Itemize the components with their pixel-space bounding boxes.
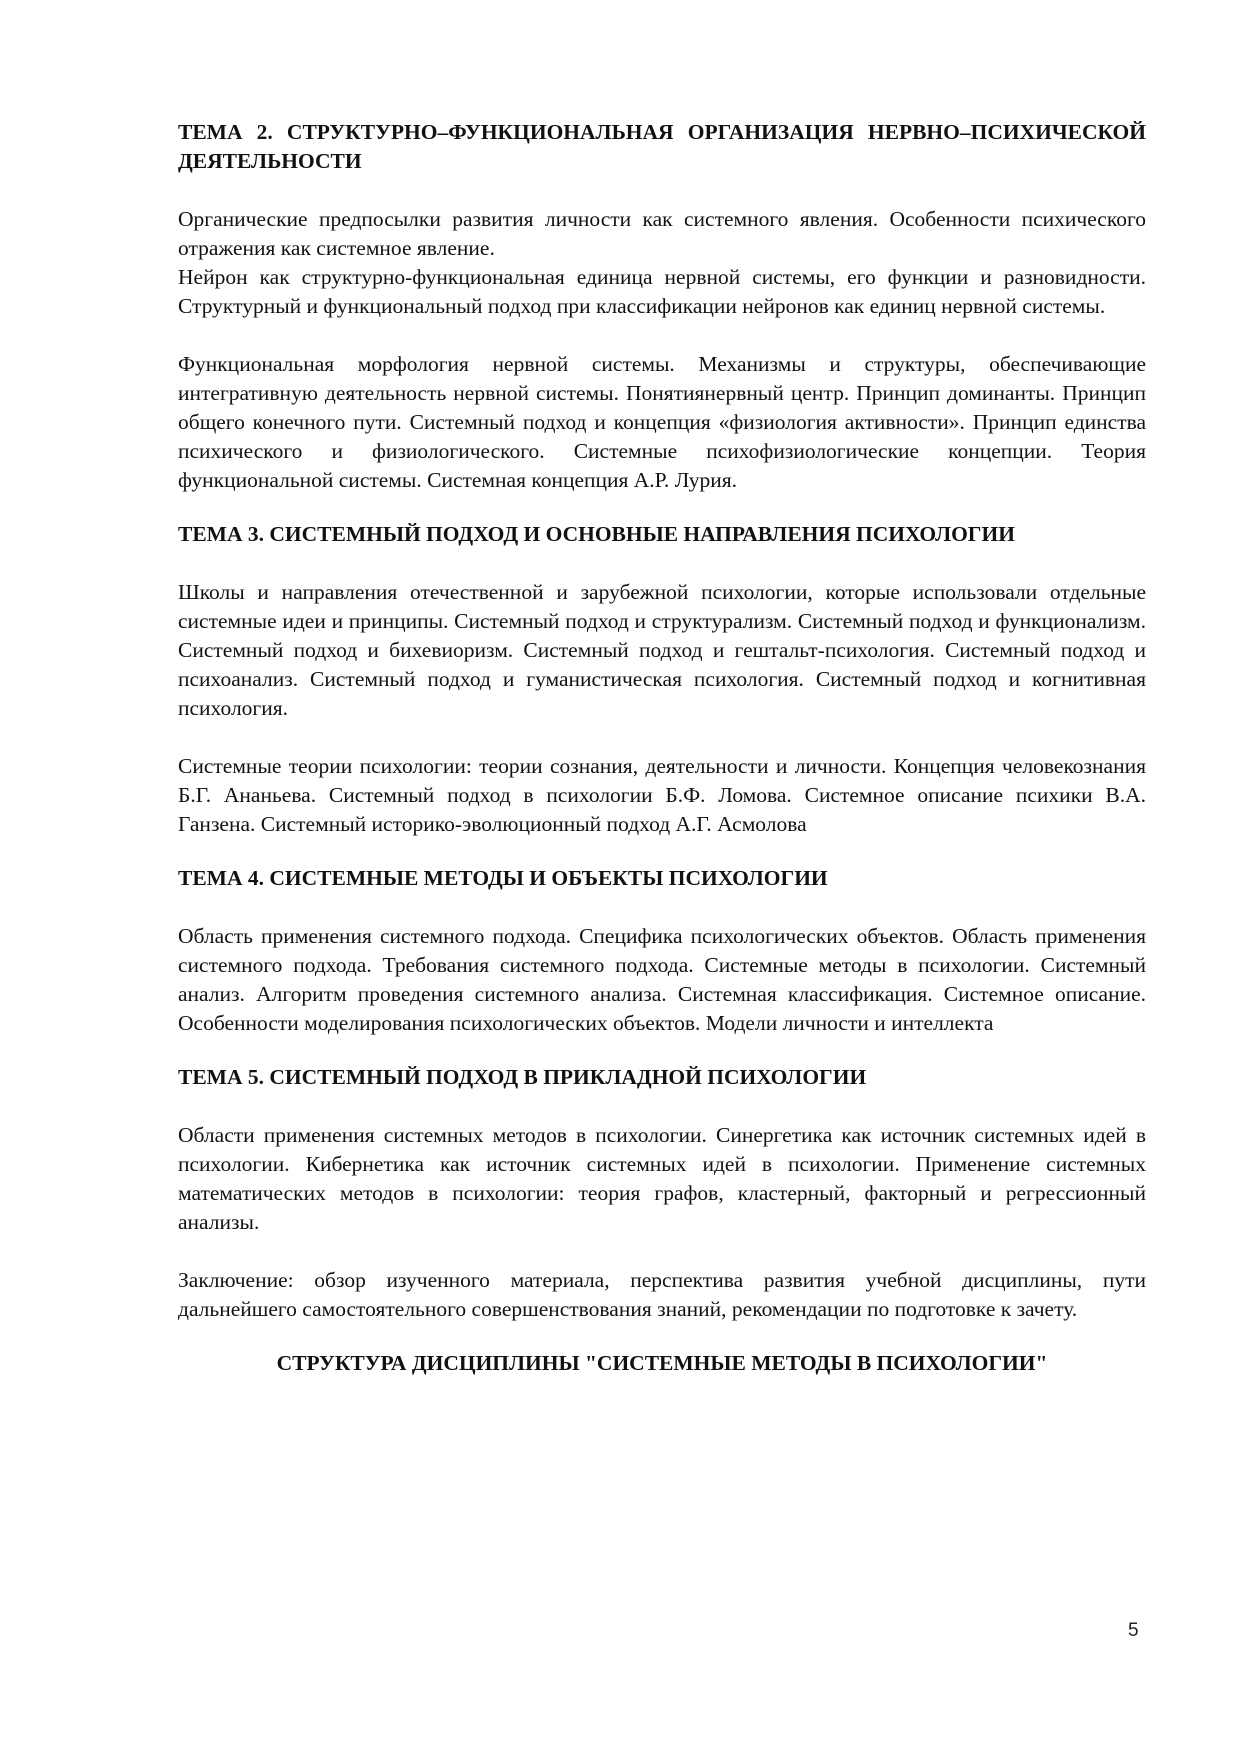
topic-5-heading: ТЕМА 5. СИСТЕМНЫЙ ПОДХОД В ПРИКЛАДНОЙ ПСИХОЛОГИИ [178,1065,867,1089]
topic-4-paragraph-1: Область применения системного подхода. Специфика психологических объектов. Область применения системного подхода. Требования системного подхода. Системные методы в психологии. Системный анализ. Алгоритм проведения системного анализа. Системная классификация. Системное описание. Особенности моделирования психологических объектов. Модели личности и интеллекта [178,924,1146,1035]
topic-3-paragraph-2: Системные теории психологии: теории сознания, деятельности и личности. Концепция человекознания Б.Г. Ананьева. Системный подход в психологии Б.Ф. Ломова. Системное описание психики В.А. Ганзена. Системный историко-эволюционный подход А.Г. Асмолова [178,754,1146,836]
topic-2-paragraph-2: Функциональная морфология нервной системы. Механизмы и структуры, обеспечивающие интегративную деятельность нервной системы. Понятиянервный центр. Принцип доминанты. Принцип общего конечного пути. Системный подход и концепция «физиология активности». Принцип единства психического и физиологического. Системные психофизиологические концепции. Теория функциональной системы. Системная концепция А.Р. Лурия. [178,352,1146,492]
topic-3-paragraph-1: Школы и направления отечественной и зарубежной психологии, которые использовали отдельные системные идеи и принципы. Системный подход и структурализм. Системный подход и функционализм. Системный подход и бихевиоризм. Системный подход и гештальт-психология. Системный подход и психоанализ. Системный подход и гуманистическая психология. Системный подход и когнитивная психология. [178,580,1146,720]
topic-4-heading: ТЕМА 4. СИСТЕМНЫЕ МЕТОДЫ И ОБЪЕКТЫ ПСИХОЛОГИИ [178,866,828,890]
topic-5-paragraph-2: Заключение: обзор изученного материала, перспектива развития учебной дисциплины, пути дальнейшего самостоятельного совершенствования знаний, рекомендации по подготовке к зачету. [178,1268,1146,1321]
topic-2-paragraph-1a: Органические предпосылки развития личности как системного явления. Особенности психического отражения как системное явление. [178,207,1146,260]
discipline-structure-heading: СТРУКТУРА ДИСЦИПЛИНЫ "СИСТЕМНЫЕ МЕТОДЫ В ПСИХОЛОГИИ" [276,1351,1048,1375]
topic-2-paragraph-1b: Нейрон как структурно-функциональная единица нервной системы, его функции и разновидности. Структурный и функциональный подход при классификации нейронов как единиц нервной системы. [178,265,1146,318]
document-page [178,118,1146,1378]
topic-3-heading: ТЕМА 3. СИСТЕМНЫЙ ПОДХОД И ОСНОВНЫЕ НАПРАВЛЕНИЯ ПСИХОЛОГИИ [178,522,1015,546]
topic-2-heading: ТЕМА 2. СТРУКТУРНО–ФУНКЦИОНАЛЬНАЯ ОРГАНИЗАЦИЯ НЕРВНО–ПСИХИЧЕСКОЙ ДЕЯТЕЛЬНОСТИ [178,120,1146,173]
page-number: 5 [1128,1620,1139,1641]
topic-5-paragraph-1: Области применения системных методов в психологии. Синергетика как источник системных идей в психологии. Кибернетика как источник системных идей в психологии. Применение системных математических методов в психологии: теория графов, кластерный, факторный и регрессионный анализы. [178,1123,1146,1234]
